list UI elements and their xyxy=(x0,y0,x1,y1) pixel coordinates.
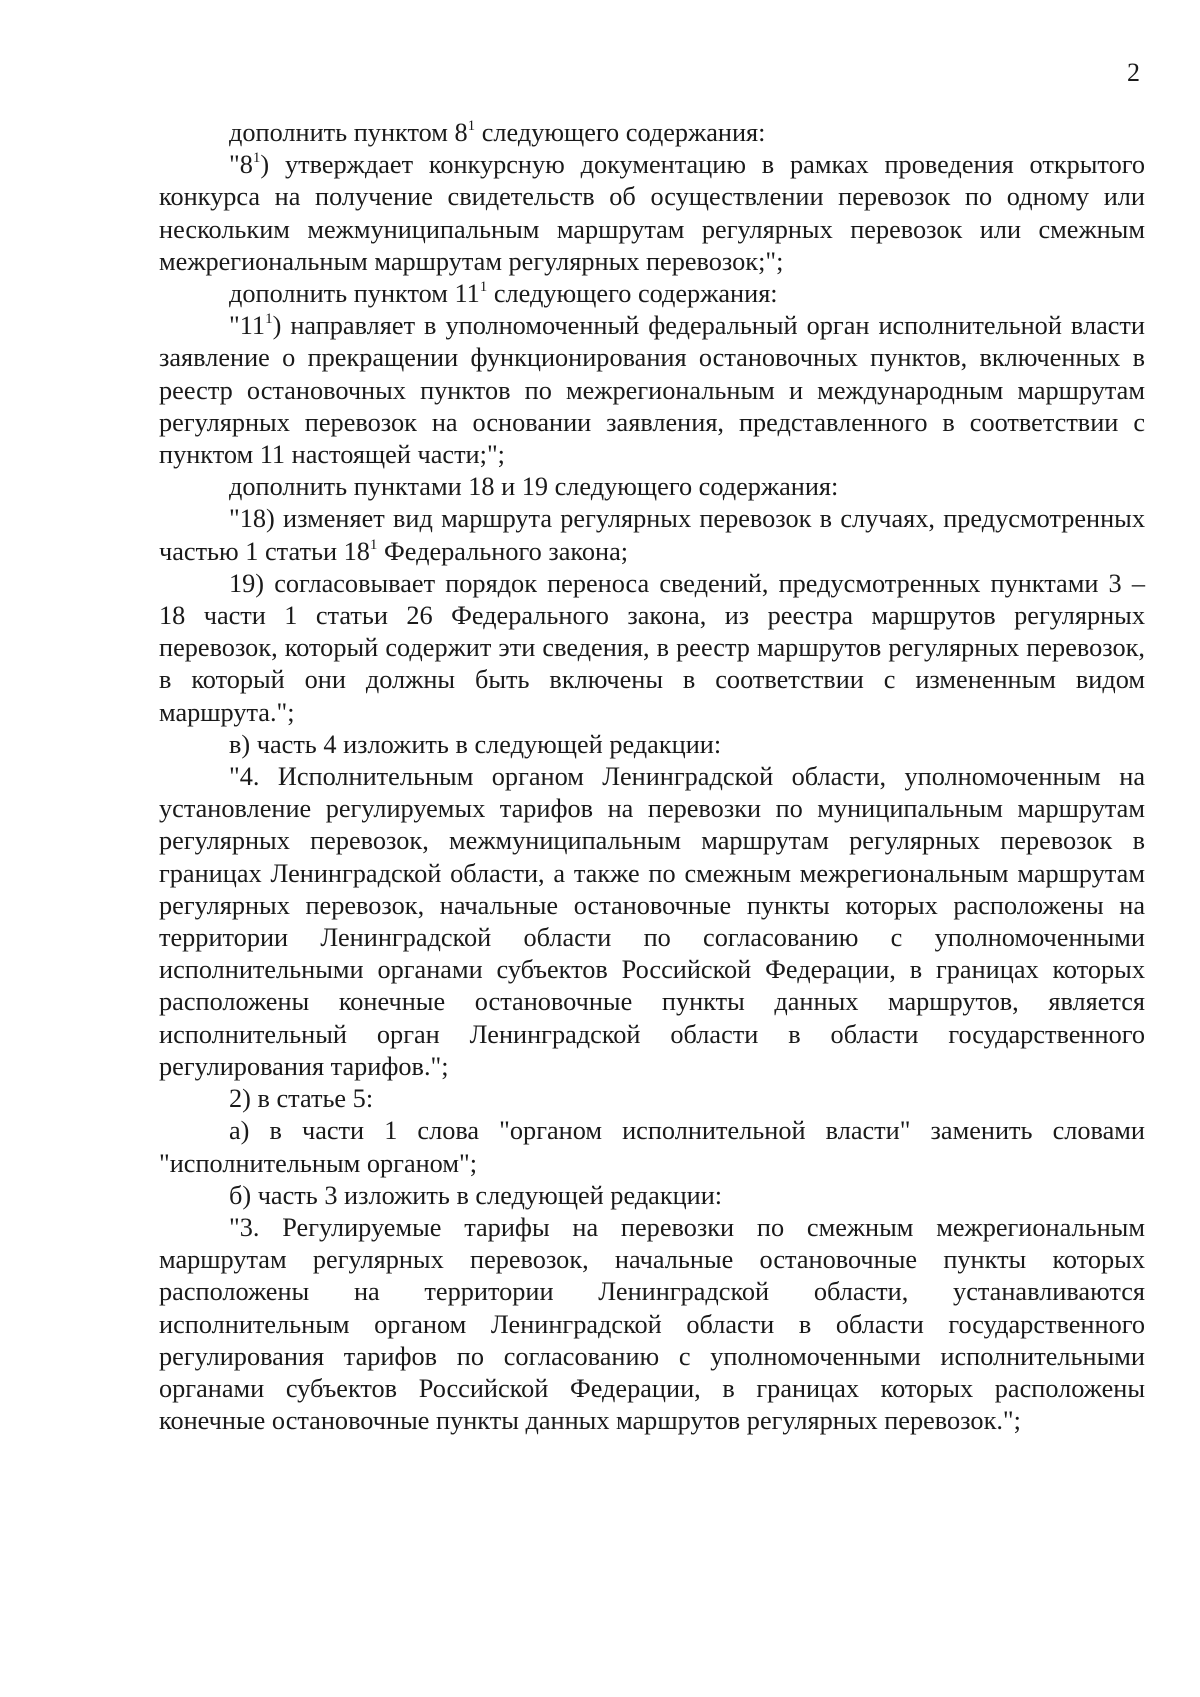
paragraph-text: "4. Исполнительным органом Ленинградской области, уполномоченным на установление регулируемых тарифов на перевозки по муниципальным маршрутам регулярных перевозок, межмуниципальным маршрутам регулярных перевозок в границах Ленинградской области, а также по смежным межрегиональным маршрутам регулярных перевозок, начальные остановочные пункты которых расположены на территории Ленинградской области по согласованию с уполномоченными исполнительными органами субъектов Российской Федерации, в границах которых расположены конечные остановочные пункты данных маршрутов, является исполнительный орган Ленинградской области в области государственного регулирования тарифов."; xyxy=(159,762,1145,1081)
paragraph xyxy=(159,1180,1145,1212)
page-number: 2 xyxy=(1127,58,1140,87)
paragraph-text: 2) в статье 5: xyxy=(229,1084,374,1114)
paragraph-text: "8 xyxy=(229,150,253,180)
superscript: 1 xyxy=(252,150,261,167)
superscript: 1 xyxy=(467,118,476,135)
paragraph-text: ) утверждает конкурсную документацию в рамках проведения открытого конкурса на получение свидетельств об осуществлении перевозок по одному или нескольким межмуниципальным маршрутам регулярных перевозок или смежным межрегиональным маршрутам регулярных перевозок;"; xyxy=(159,150,1145,276)
paragraph-text: в) часть 4 изложить в следующей редакции: xyxy=(229,729,722,759)
paragraph xyxy=(159,310,1145,471)
paragraph-text: следующего содержания: xyxy=(487,279,778,309)
paragraph-text: б) часть 3 изложить в следующей редакции: xyxy=(229,1180,723,1210)
paragraph-text: "11 xyxy=(229,311,266,341)
paragraph xyxy=(159,278,1145,310)
paragraph xyxy=(159,503,1145,567)
superscript: 1 xyxy=(479,279,488,296)
paragraph-text: следующего содержания: xyxy=(475,118,766,147)
paragraph xyxy=(159,149,1145,278)
document-body xyxy=(159,117,1145,1437)
superscript: 1 xyxy=(265,311,273,328)
paragraph-text: "18) изменяет вид маршрута регулярных перевозок в случаях, предусмотренных частью 1 статьи 18 xyxy=(159,504,1145,566)
paragraph-text: Федерального закона; xyxy=(377,536,629,566)
paragraph xyxy=(159,1212,1145,1437)
paragraph-text: ) направляет в уполномоченный федеральный орган исполнительной власти заявление о прекращении функционирования остановочных пунктов, включенных в реестр остановочных пунктов по межрегиональным и международным маршрутам регулярных перевозок на основании заявления, представленного в соответствии с пунктом 11 настоящей части;"; xyxy=(159,311,1145,470)
paragraph-text: 19) согласовывает порядок переноса сведений, предусмотренных пунктами 3 – 18 части 1 статьи 26 Федерального закона, из реестра маршрутов регулярных перевозок, который содержит эти сведения, в реестр маршрутов регулярных перевозок, в который они должны быть включены в соответствии с измененным видом маршрута."; xyxy=(159,568,1145,727)
paragraph-text: дополнить пунктом 8 xyxy=(229,118,468,147)
paragraph-text: а) в части 1 слова "органом исполнительной власти" заменить словами "исполнительным органом"; xyxy=(159,1116,1145,1178)
paragraph xyxy=(159,1083,1145,1115)
paragraph xyxy=(159,117,1145,149)
paragraph xyxy=(159,568,1145,729)
paragraph xyxy=(159,761,1145,1083)
paragraph xyxy=(159,1115,1145,1179)
paragraph-text: дополнить пунктами 18 и 19 следующего содержания: xyxy=(229,472,839,502)
paragraph xyxy=(159,729,1145,761)
paragraph-text: "3. Регулируемые тарифы на перевозки по смежным межрегиональным маршрутам регулярных перевозок, начальные остановочные пункты которых расположены на территории Ленинградской области, устанавливаются исполнительным органом Ленинградской области в области государственного регулирования тарифов по согласованию с уполномоченными исполнительными органами субъектов Российской Федерации, в границах которых расположены конечные остановочные пункты данных маршрутов регулярных перевозок."; xyxy=(159,1212,1145,1436)
paragraph xyxy=(159,471,1145,503)
superscript: 1 xyxy=(369,536,378,553)
paragraph-text: дополнить пунктом 11 xyxy=(229,279,480,309)
